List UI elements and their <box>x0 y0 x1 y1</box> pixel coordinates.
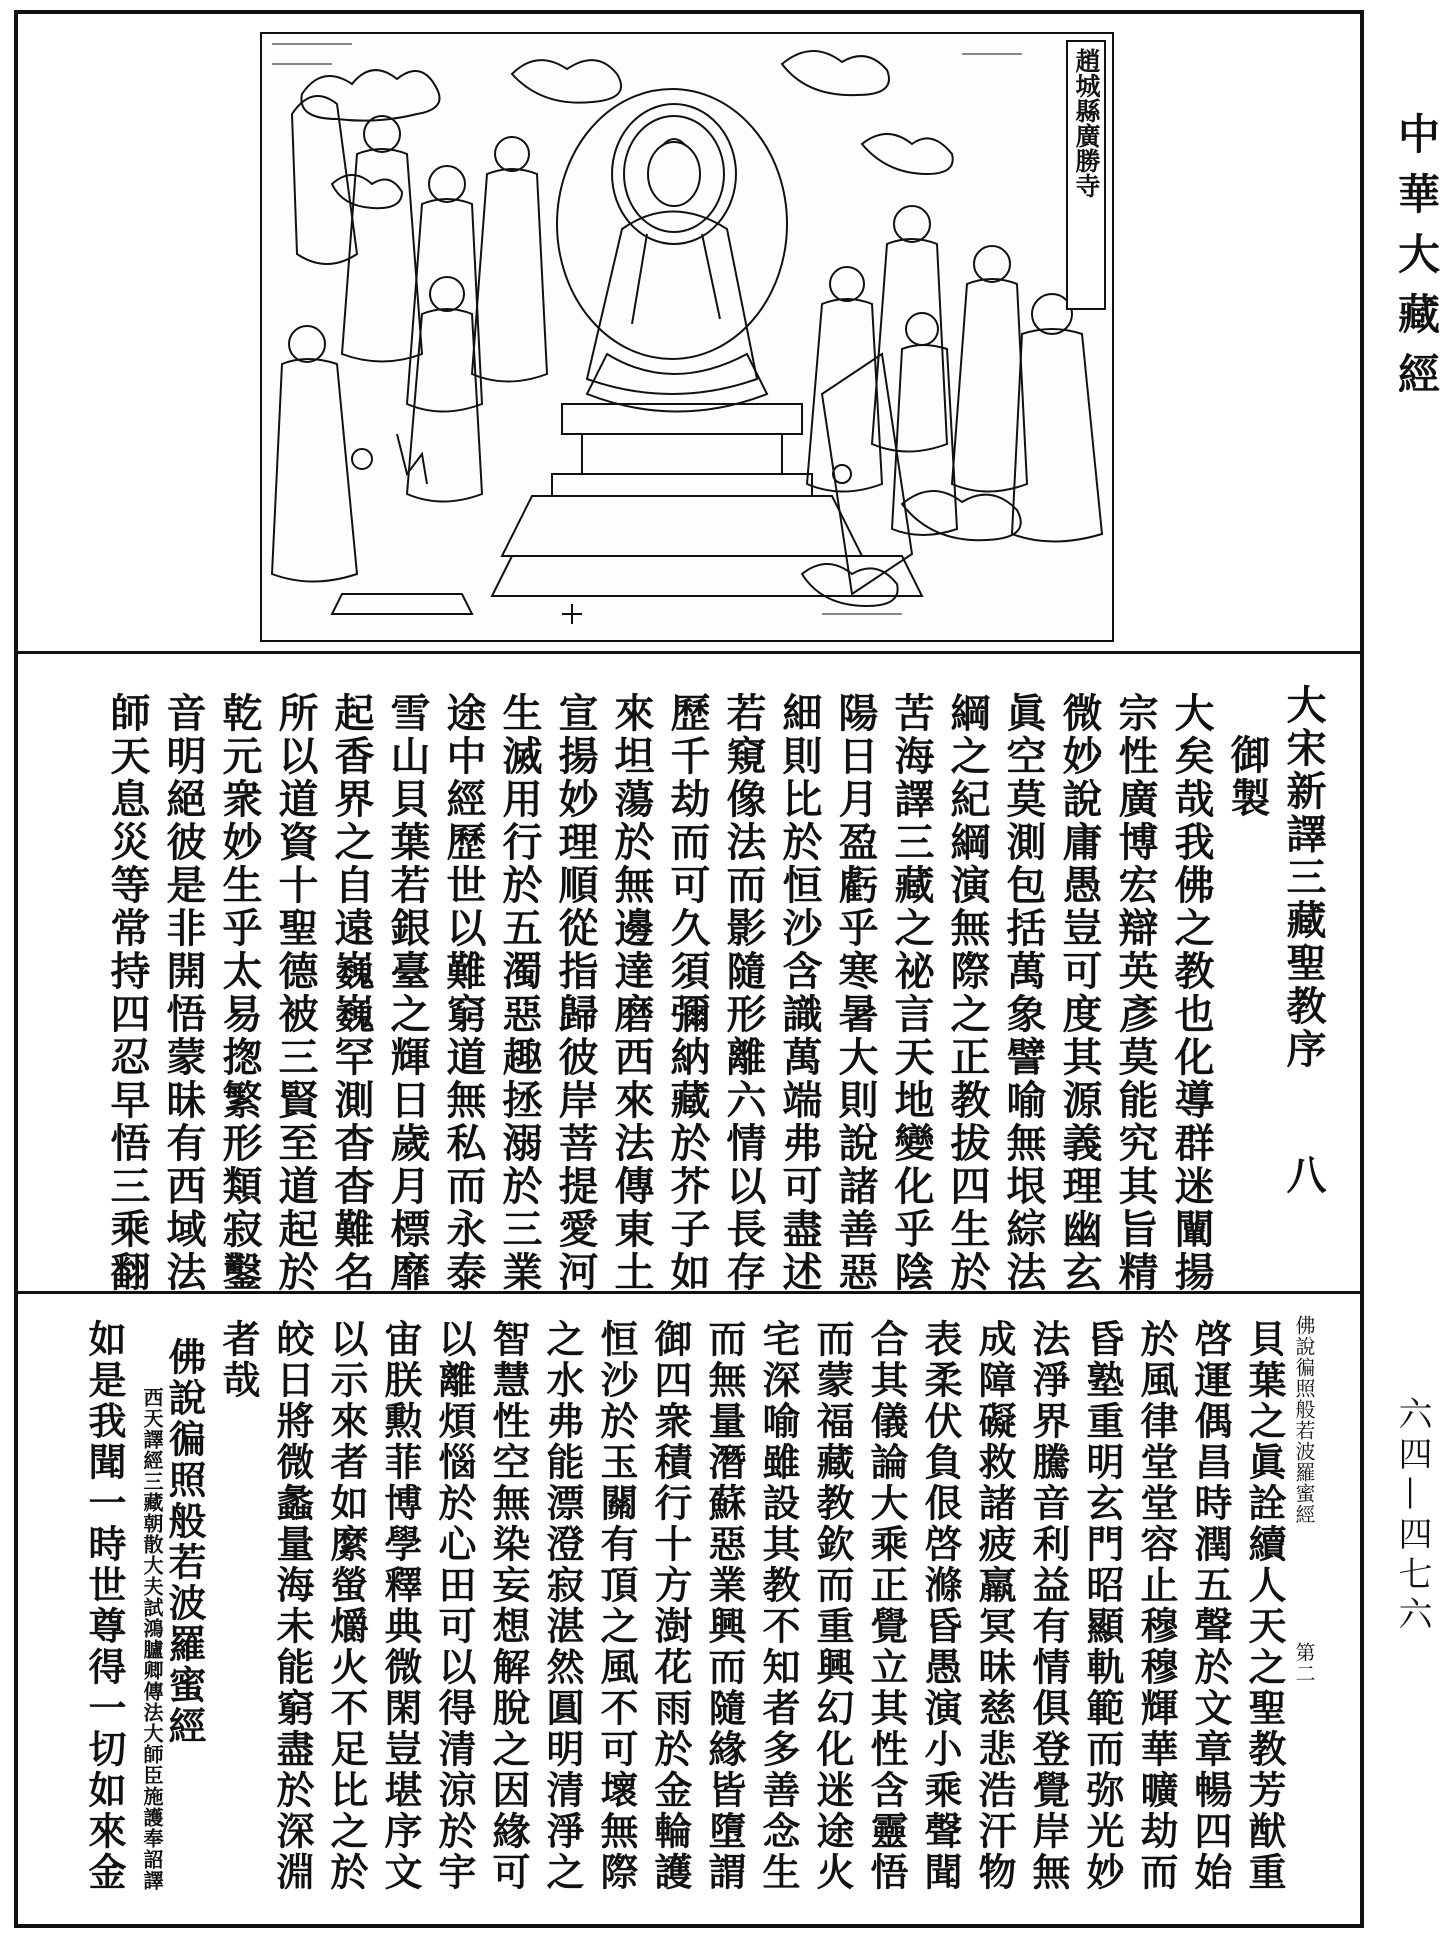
sutra-column: 以離煩惱於心田可以得清涼於宇 <box>432 1319 477 1893</box>
sutra-header-number: 第二 <box>1292 1642 1316 1684</box>
illustration-panel <box>18 14 1360 654</box>
sutra-title: 佛說徧照般若波羅蜜經 <box>162 1337 207 1747</box>
sutra-column: 之水弗能漂澄寂湛然圓明清淨之 <box>540 1319 585 1893</box>
sutra-column: 合其儀論大乘正覺立其性含靈悟 <box>864 1319 909 1893</box>
preface-column: 來坦蕩於無邊達磨西來法傳東土 <box>608 692 655 1294</box>
sutra-column: 宅深喻雖設其教不知者多善念生 <box>756 1319 801 1893</box>
preface-column: 陽日月盈虧乎寒暑大則說諸善惡 <box>832 692 879 1294</box>
sutra-column: 啓運偶昌時潤五聲於文章暢四始 <box>1188 1319 1233 1893</box>
preface-column: 師天息災等常持四忍早悟三乘翻 <box>104 692 151 1294</box>
preface-column: 細則比於恒沙含識萬端弗可盡述 <box>776 692 823 1294</box>
preface-column: 雪山貝葉若銀臺之輝日歲月標靡 <box>384 692 431 1294</box>
page-frame <box>14 10 1364 1928</box>
sutra-column: 恒沙於玉關有頂之風不可壞無際 <box>594 1319 639 1893</box>
preface-column: 歷千劫而可久須彌納藏於芥子如 <box>664 692 711 1294</box>
preface-column: 生滅用行於五濁惡趣拯溺於三業 <box>496 692 543 1294</box>
preface-column: 乾元衆妙生乎太易揔繁形類寂鑿 <box>216 692 263 1294</box>
sutra-column: 成障礙救諸疲羸冥昧慈悲浩汗物 <box>972 1319 1017 1893</box>
preface-column: 宗性廣博宏辯英彥莫能究其旨精 <box>1112 692 1159 1294</box>
sutra-column: 表柔伏負佷啓滌昏愚演小乘聲聞 <box>918 1319 963 1893</box>
buddha-assembly-woodcut-icon <box>262 34 1112 640</box>
preface-column: 宣揚妙理順從指歸彼岸菩提愛河 <box>552 692 599 1294</box>
preface-column: 眞空莫測包括萬象譬喻無垠綜法 <box>1000 692 1047 1294</box>
collection-title: 中華大藏經 <box>1392 112 1441 412</box>
preface-column: 綱之紀綱演無際之正教拔四生於 <box>944 692 991 1294</box>
sutra-column: 而無量潛蘇惡業興而隨緣皆墮謂 <box>702 1319 747 1893</box>
preface-column: 所以道資十聖德被三賢至道起於 <box>272 692 319 1294</box>
sutra-column: 宙朕勲菲博學釋典微閑豈堪序文 <box>378 1319 423 1893</box>
preface-column: 起香界之自遠巍巍罕測杳杳難名 <box>328 692 375 1294</box>
translator-line: 西天譯經三藏朝散大夫試鴻臚卿傳法大師臣施護奉詔譯 <box>140 1387 164 1891</box>
preface-title-marker: 八 <box>1280 1154 1327 1197</box>
preface-column: 若窺像法而影隨形離六情以長存 <box>720 692 767 1294</box>
sutra-column: 昏塾重明玄門昭顯軌範而弥光妙 <box>1080 1319 1125 1893</box>
preface-column: 微妙說庸愚豈可度其源義理幽玄 <box>1056 692 1103 1294</box>
preface-column: 途中經歷世以難窮道無私而永泰 <box>440 692 487 1294</box>
sutra-column: 御四衆積行十方澍花雨於金輪護 <box>648 1319 693 1893</box>
sutra-column: 貝葉之眞詮續人天之聖教芳猷重 <box>1242 1319 1287 1893</box>
sutra-opening-line: 如是我聞一時世尊得一切如來金 <box>82 1319 127 1893</box>
sutra-header-title: 佛說徧照般若波羅蜜經 <box>1292 1315 1316 1525</box>
preface-panel <box>18 654 1360 1294</box>
sutra-column: 法淨界騰音利益有情俱登覺岸無 <box>1026 1319 1071 1893</box>
sutra-column: 以示來者如縻螢爝火不足比之於 <box>324 1319 369 1893</box>
sutra-column: 於風律堂堂容止穆穆輝華曠劫而 <box>1134 1319 1179 1893</box>
sutra-panel <box>18 1297 1360 1924</box>
preface-column: 音明絕彼是非開悟蒙昧有西域法 <box>160 692 207 1294</box>
preface-title: 大宋新譯三藏聖教序 <box>1280 684 1327 1071</box>
sutra-column: 者哉 <box>216 1319 261 1401</box>
preface-column: 苦海譯三藏之祕言天地變化乎陰 <box>888 692 935 1294</box>
sutra-column: 皎日將微蠡量海未能窮盡於深淵 <box>270 1319 315 1893</box>
sutra-column: 智慧性空無染妄想解脫之因緣可 <box>486 1319 531 1893</box>
preface-column: 大矣哉我佛之教也化導群迷闡揚 <box>1168 692 1215 1294</box>
preface-author: 御製 <box>1224 734 1271 820</box>
temple-cartouche: 趙城縣廣勝寺 <box>1066 40 1106 310</box>
page-number: 六四—四七六 <box>1392 1396 1432 1636</box>
woodcut-illustration <box>260 32 1114 642</box>
sutra-column: 而蒙福藏教欽而重興幻化迷途火 <box>810 1319 855 1893</box>
